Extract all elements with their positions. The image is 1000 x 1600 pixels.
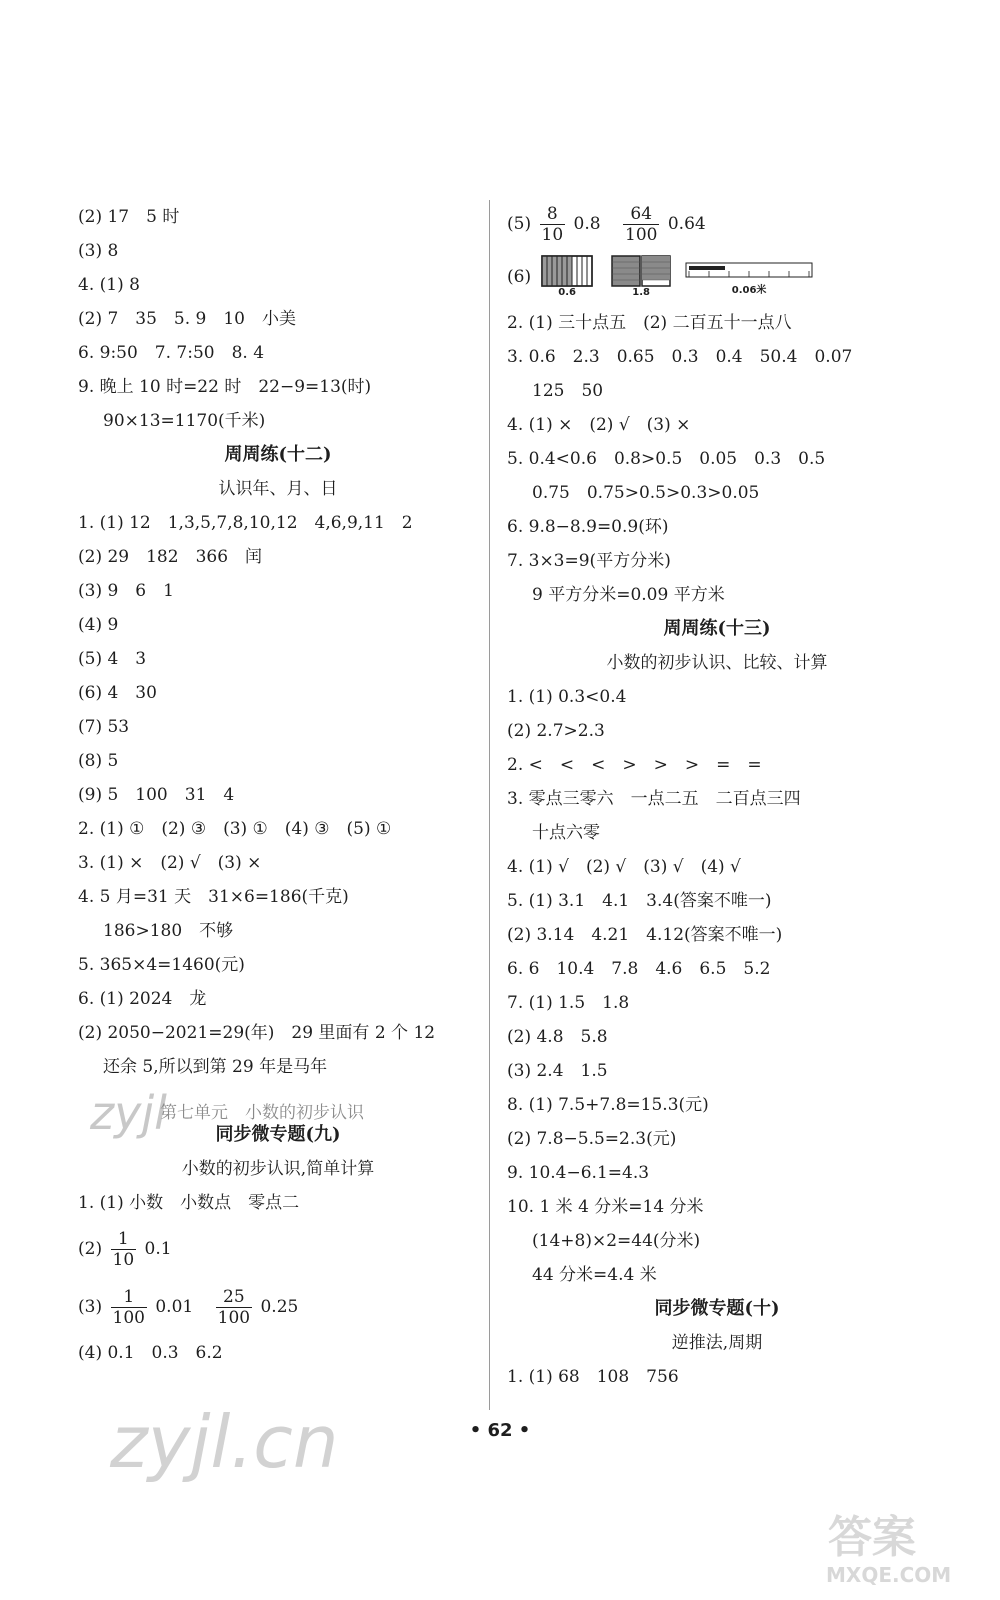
section-title: 周周练(十二)	[224, 444, 332, 465]
answer-line: (2) 7 35 5. 9 10 小美	[78, 309, 297, 329]
answer-line: 4. (1) 8	[78, 275, 140, 295]
answer-line: (5) 4 3	[78, 649, 147, 669]
answer-line: (3) 9 6 1	[78, 581, 174, 601]
answer-line: (8) 5	[78, 751, 119, 771]
answer-value: 0.25	[260, 1297, 299, 1317]
answer-line: 2. < < < > > > = =	[507, 755, 762, 775]
answer-line: 2. (1) ① (2) ③ (3) ① (4) ③ (5) ①	[78, 819, 392, 839]
watermark-logo: zyjl.cn	[110, 1400, 339, 1484]
figure-label: 1.8	[632, 287, 650, 298]
answer-line: 90×13=1170(千米)	[103, 411, 266, 431]
answer-line: 9 平方分米=0.09 平方米	[532, 585, 725, 605]
unit-banner-text: 第七单元 小数的初步认识	[160, 1103, 364, 1123]
answer-line: 5. 0.4<0.6 0.8>0.5 0.05 0.3 0.5	[507, 449, 826, 469]
answer-line: 9. 10.4−6.1=4.3	[507, 1163, 650, 1183]
answer-line: (2) 17 5 时	[78, 207, 180, 227]
decimal-grid-figure	[611, 255, 671, 299]
answer-line: (14+8)×2=44(分米)	[532, 1231, 701, 1251]
answer-line: 44 分米=4.4 米	[532, 1265, 657, 1285]
answer-line: (6) 4 30	[78, 683, 157, 703]
answer-value: 0.01	[155, 1297, 194, 1317]
fraction	[111, 1229, 137, 1270]
answer-line: 1. (1) 0.3<0.4	[507, 687, 627, 707]
answer-line: (3) 2.4 1.5	[507, 1061, 608, 1081]
answer-value: 0.8	[573, 214, 601, 234]
denominator: 10	[541, 225, 564, 245]
answer-line: 125 50	[532, 381, 604, 401]
section-subtitle: 认识年、月、日	[218, 479, 338, 499]
section-title: 同步微专题(十)	[654, 1298, 780, 1319]
answer-line-fraction	[78, 1278, 478, 1336]
corner-watermark-icon	[820, 1500, 980, 1590]
answer-line: (3) 8	[78, 241, 119, 261]
numerator: 25	[216, 1287, 252, 1308]
decimal-grid-figure	[541, 255, 593, 299]
answer-line: 4. 5 月=31 天 31×6=186(千克)	[78, 887, 349, 907]
answer-line: 186>180 不够	[103, 921, 234, 941]
right-column	[507, 200, 927, 1394]
answer-line: (2) 2050−2021=29(年) 29 里面有 2 个 12	[78, 1023, 436, 1043]
section-subtitle: 小数的初步认识、比较、计算	[606, 653, 828, 673]
ruler-icon	[685, 257, 813, 285]
corner-mark-text: MXQE.COM	[826, 1563, 952, 1587]
answer-line: 8. (1) 7.5+7.8=15.3(元)	[507, 1095, 709, 1115]
fraction	[540, 204, 566, 245]
watermark-logo-small: zyjl	[90, 1086, 167, 1140]
answer-line: (7) 53	[78, 717, 130, 737]
answer-line: 3. 零点三零六 一点二五 二百点三四	[507, 789, 801, 809]
answer-line: 6. 9.8−8.9=0.9(环)	[507, 517, 669, 537]
fraction	[216, 1287, 252, 1328]
figure-label: 0.6	[558, 287, 576, 298]
answer-line: (2) 2.7>2.3	[507, 721, 605, 741]
numerator: 1	[111, 1287, 147, 1308]
answer-value: 0.64	[667, 214, 706, 234]
answer-line: 1. (1) 小数 小数点 零点二	[78, 1193, 300, 1213]
answer-line: 10. 1 米 4 分米=14 分米	[507, 1197, 704, 1217]
fraction	[111, 1287, 147, 1328]
answer-line: 5. (1) 3.1 4.1 3.4(答案不唯一)	[507, 891, 772, 911]
answer-line-fraction	[507, 200, 927, 248]
answer-line: 7. 3×3=9(平方分米)	[507, 551, 671, 571]
section-title: 周周练(十三)	[663, 618, 771, 639]
denominator: 100	[625, 225, 658, 245]
answer-line: 6. 9:50 7. 7:50 8. 4	[78, 343, 265, 363]
answer-line: (4) 0.1 0.3 6.2	[78, 1343, 223, 1363]
answer-line: (4) 9	[78, 615, 119, 635]
answer-line: (2) 3.14 4.21 4.12(答案不唯一)	[507, 925, 783, 945]
answer-line: 5. 365×4=1460(元)	[78, 955, 245, 975]
answer-line: 9. 晚上 10 时=22 时 22−9=13(时)	[78, 377, 372, 397]
answer-line: 还余 5,所以到第 29 年是马年	[103, 1057, 328, 1077]
answer-line: 1. (1) 12 1,3,5,7,8,10,12 4,6,9,11 2	[78, 513, 413, 533]
answer-line: 十点六零	[532, 823, 600, 843]
figure-label: 0.06米	[731, 285, 767, 296]
item-label: (5)	[507, 214, 532, 234]
answer-value: 0.1	[144, 1239, 172, 1259]
answer-line: (2) 29 182 366 闰	[78, 547, 263, 567]
numerator: 64	[623, 204, 659, 225]
answer-line-fraction	[78, 1220, 478, 1278]
left-column	[78, 200, 478, 1370]
answer-line: 4. (1) × (2) √ (3) ×	[507, 415, 691, 435]
answer-line: 4. (1) √ (2) √ (3) √ (4) √	[507, 857, 741, 877]
denominator: 10	[112, 1250, 135, 1270]
answer-line: (9) 5 100 31 4	[78, 785, 235, 805]
figure-row	[507, 248, 927, 306]
svg-text:答案: 答案	[828, 1512, 916, 1563]
answer-line: (2) 7.8−5.5=2.3(元)	[507, 1129, 677, 1149]
answer-line: 1. (1) 68 108 756	[507, 1367, 679, 1387]
numerator: 8	[540, 204, 566, 225]
denominator: 100	[217, 1308, 251, 1328]
answer-line: 2. (1) 三十点五 (2) 二百五十一点八	[507, 313, 792, 333]
section-subtitle: 逆推法,周期	[671, 1333, 763, 1353]
item-label: (3)	[78, 1297, 103, 1317]
answer-line: 6. 6 10.4 7.8 4.6 6.5 5.2	[507, 959, 771, 979]
answer-line: 0.75 0.75>0.5>0.3>0.05	[532, 483, 760, 503]
answer-line: 6. (1) 2024 龙	[78, 989, 207, 1009]
mixed-grid-icon	[611, 255, 671, 287]
answer-line: (2) 4.8 5.8	[507, 1027, 608, 1047]
item-label: (2)	[78, 1239, 103, 1259]
answer-line: 3. (1) × (2) √ (3) ×	[78, 853, 262, 873]
item-label: (6)	[507, 267, 532, 287]
answer-line: 7. (1) 1.5 1.8	[507, 993, 630, 1013]
column-divider	[489, 200, 490, 1410]
ruler-figure	[685, 257, 813, 297]
numerator: 1	[111, 1229, 137, 1250]
fraction	[623, 204, 659, 245]
denominator: 100	[112, 1308, 145, 1328]
section-subtitle: 小数的初步认识,简单计算	[181, 1159, 375, 1179]
answer-line: 3. 0.6 2.3 0.65 0.3 0.4 50.4 0.07	[507, 347, 853, 367]
tenths-grid-icon	[541, 255, 593, 287]
section-title: 同步微专题(九)	[215, 1124, 341, 1145]
page-number: • 62 •	[469, 1420, 531, 1441]
